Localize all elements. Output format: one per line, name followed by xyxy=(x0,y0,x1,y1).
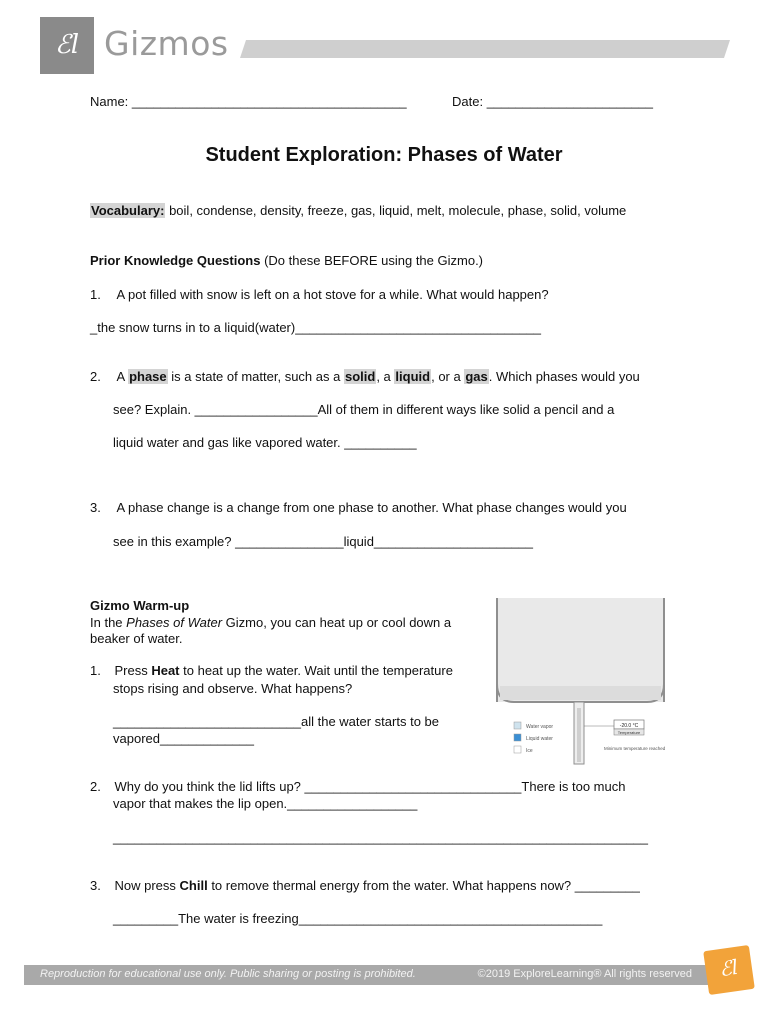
q-number: 2. xyxy=(90,369,101,384)
warmup-q1-answer1: __________________________all the water starts to be xyxy=(113,714,439,729)
term-phase: phase xyxy=(129,369,167,384)
legend-ice: Ice xyxy=(526,748,533,754)
q-text: , a xyxy=(376,369,391,384)
q-text: . Which phases would you xyxy=(488,369,640,384)
q-text: A phase change is a change from one phase to another. What phase changes would you xyxy=(116,500,627,515)
q-text: Press xyxy=(114,663,148,678)
warmup-heading: Gizmo Warm-up xyxy=(90,598,190,613)
beaker-illustration xyxy=(494,598,668,766)
date-field xyxy=(452,94,653,109)
warmup-q1-answer2: vapored_____________ xyxy=(113,731,254,746)
name-blank: ______________________________________ xyxy=(131,94,407,109)
warmup-q1 xyxy=(90,663,453,678)
gizmos-logo xyxy=(40,17,94,74)
q-number: 1. xyxy=(90,663,101,678)
warmup-intro xyxy=(90,615,451,630)
warmup-q2-line3: __________________________________________________________________________ xyxy=(113,830,649,845)
temperature-label: Temperature xyxy=(617,730,641,735)
footer-logo-glyph: ℰl xyxy=(717,954,740,982)
warmup-q2 xyxy=(90,779,625,794)
logo-glyph: ℰl xyxy=(54,30,80,60)
q-text: Now press xyxy=(114,878,176,893)
warmup-q3-answer: _________The water is freezing__________________________________________ xyxy=(113,911,603,926)
heat-term: Heat xyxy=(151,663,180,678)
intro-text: Gizmo, you can heat up or cool down a xyxy=(225,615,452,630)
date-label: Date: xyxy=(452,94,484,109)
footer-bar xyxy=(24,965,744,985)
chill-term: Chill xyxy=(179,878,208,893)
q-number: 2. xyxy=(90,779,101,794)
q-number: 3. xyxy=(90,878,101,893)
legend-vapor: Water vapor xyxy=(526,724,554,730)
term-solid: solid xyxy=(344,369,376,384)
date-blank: _______________________ xyxy=(486,94,653,109)
q-number: 1. xyxy=(90,287,101,302)
footer-left-note: Reproduction for educational use only. Public sharing or posting is prohibited. xyxy=(40,968,416,980)
vocabulary xyxy=(90,203,626,218)
term-liquid: liquid xyxy=(395,369,431,384)
page-title: Student Exploration: Phases of Water xyxy=(205,144,563,166)
name-label: Name: xyxy=(90,94,129,109)
warmup-q1-line2: stops rising and observe. What happens? xyxy=(113,681,353,696)
q-text: to remove thermal energy from the water. What happens now? _________ xyxy=(211,878,640,893)
name-field xyxy=(90,94,407,109)
warmup-q3 xyxy=(90,878,640,893)
q-text: to heat up the water. Wait until the temperature xyxy=(183,663,453,678)
prior-note: (Do these BEFORE using the Gizmo.) xyxy=(264,253,484,268)
prior-q2-answer-line1: see? Explain. _________________All of them in different ways like solid a pencil and a xyxy=(113,402,615,417)
footer-copyright: ©2019 ExploreLearning® All rights reserved xyxy=(477,968,692,980)
prior-knowledge-heading xyxy=(90,253,483,268)
prior-q3 xyxy=(90,500,627,515)
q-text: , or a xyxy=(431,369,461,384)
header-bar xyxy=(240,40,730,58)
warmup-q2-line2: vapor that makes the lip open.__________________ xyxy=(113,796,418,811)
prior-q1-answer: _the snow turns in to a liquid(water)__________________________________ xyxy=(90,320,542,335)
legend-liquid: Liquid water xyxy=(526,736,553,742)
prior-q1 xyxy=(90,287,549,302)
vocabulary-label: Vocabulary: xyxy=(91,203,165,218)
q-number: 3. xyxy=(90,500,101,515)
term-gas: gas xyxy=(465,369,488,384)
prior-q2-answer-line2: liquid water and gas like vapored water. __________ xyxy=(113,435,417,450)
brand-name: Gizmos xyxy=(104,24,229,63)
warmup-intro-line2: beaker of water. xyxy=(90,631,183,646)
gizmo-name: Phases of Water xyxy=(126,615,223,630)
prior-q3-answer: see in this example? _______________liquid______________________ xyxy=(113,534,533,549)
explorelearning-logo xyxy=(703,945,755,995)
temperature-value: -20.0 °C xyxy=(619,723,639,729)
intro-text: In the xyxy=(90,615,123,630)
prior-heading: Prior Knowledge Questions xyxy=(90,253,261,268)
gizmo-screenshot xyxy=(494,598,668,766)
status-text: Minimum temperature reached xyxy=(604,746,666,751)
q-text: is a state of matter, such as a xyxy=(171,369,341,384)
vocabulary-terms: boil, condense, density, freeze, gas, liquid, melt, molecule, phase, solid, volume xyxy=(169,203,627,218)
q-text: Why do you think the lid lifts up? ______________________________There is too much xyxy=(114,779,626,794)
q-text: A xyxy=(116,369,125,384)
prior-q2 xyxy=(90,369,640,384)
q-text: A pot filled with snow is left on a hot stove for a while. What would happen? xyxy=(116,287,549,302)
